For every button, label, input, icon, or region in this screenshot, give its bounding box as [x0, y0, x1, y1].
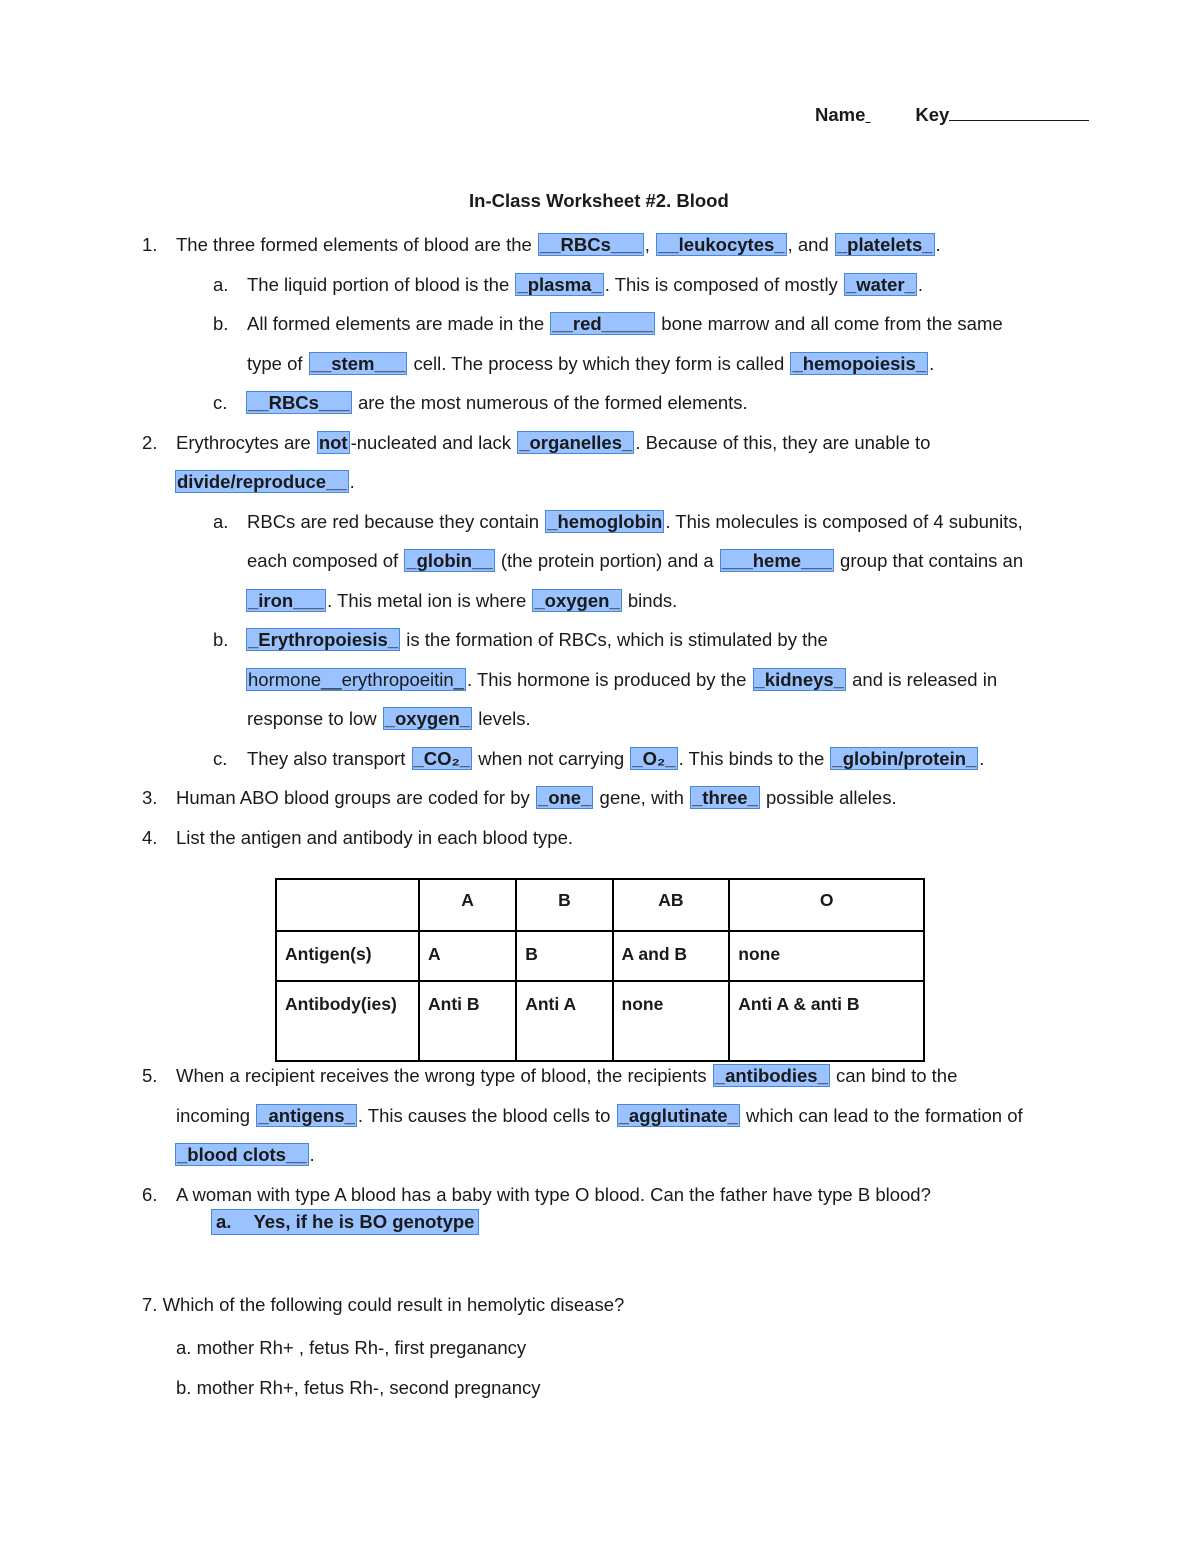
- q2b-line-3: response to low _oxygen_ levels.: [247, 708, 531, 729]
- q4-number: 4.: [142, 827, 158, 848]
- answer-divide-reproduce: divide/reproduce__: [177, 471, 347, 492]
- answer-hormone-erythropoeitin: hormone__erythropoeitin_: [248, 669, 464, 690]
- q7-option-b: b. mother Rh+, fetus Rh-, second pregnancy: [176, 1377, 541, 1398]
- answer-globin-protein: _globin/protein_: [832, 748, 977, 769]
- answer-three: _three_: [692, 787, 758, 808]
- q2a-line-3: _iron___ . This metal ion is where _oxygen_ binds.: [248, 590, 678, 611]
- q5-line-3: _blood clots__ .: [177, 1144, 315, 1165]
- answer-oxygen-binds: _oxygen_: [534, 590, 620, 611]
- q5-line-1: When a recipient receives the wrong type of blood, the recipients _antibodies_ can bind to the: [176, 1065, 958, 1086]
- q2b-line-2: hormone__erythropoeitin_ . This hormone is produced by the _kidneys_ and is released in: [248, 669, 998, 690]
- table-cell: Anti A: [516, 981, 612, 1061]
- table-header-cell: AB: [613, 879, 730, 931]
- q2a-line-1: RBCs are red because they contain _hemoglobin . This molecules is composed of 4 subunits,: [247, 511, 1023, 532]
- table-row: [276, 931, 924, 981]
- answer-blood-clots: _blood clots__: [177, 1144, 307, 1165]
- answer-rbcs-numerous: __RBCs___: [248, 392, 350, 413]
- answer-agglutinate: _agglutinate_: [618, 1105, 738, 1126]
- q1c-letter: c.: [213, 392, 228, 413]
- table-cell: none: [613, 981, 730, 1061]
- answer-not: not: [318, 432, 348, 453]
- answer-stem: __stem___: [310, 353, 406, 374]
- answer-leukocytes: __leukocytes_: [658, 234, 785, 255]
- q2b-line-1: _Erythropoiesis_ is the formation of RBCs, which is stimulated by the: [248, 629, 828, 650]
- table-cell: A: [419, 931, 516, 981]
- table-cell: Anti A & anti B: [729, 981, 924, 1061]
- q1b-letter: b.: [213, 313, 229, 334]
- q1-number: 1.: [142, 234, 158, 255]
- table-row: [276, 981, 924, 1061]
- q1a-letter: a.: [213, 274, 229, 295]
- q7-option-a: a. mother Rh+ , fetus Rh-, first preganancy: [176, 1337, 527, 1358]
- answer-red: __red_____: [552, 313, 654, 334]
- q2a-line-2: each composed of _globin__ (the protein portion) and a ___heme___ group that contains an: [247, 550, 1024, 571]
- table-cell: none: [729, 931, 924, 981]
- answer-antigens: _antigens_: [258, 1105, 355, 1126]
- table-cell: Anti B: [419, 981, 516, 1061]
- table-header-cell: B: [516, 879, 612, 931]
- q2-line-2: divide/reproduce__ .: [177, 471, 355, 492]
- answer-hemopoiesis: _hemopoiesis_: [792, 353, 927, 374]
- table-header-cell: [276, 879, 419, 931]
- answer-yes-bo-genotype: a. Yes, if he is BO genotype: [211, 1209, 479, 1235]
- answer-oxygen-levels: _oxygen_: [384, 708, 471, 729]
- answer-water: _water_: [845, 274, 915, 295]
- answer-organelles: _organelles_: [519, 432, 633, 453]
- table-cell: Antigen(s): [276, 931, 419, 981]
- table-header-row: [276, 879, 924, 931]
- answer-erythropoiesis: _Erythropoiesis_: [248, 629, 399, 650]
- q5-number: 5.: [142, 1065, 158, 1086]
- answer-globin: _globin__: [406, 550, 493, 571]
- answer-one: _one_: [537, 787, 592, 808]
- q7-line: 7. Which of the following could result in hemolytic disease?: [142, 1294, 625, 1315]
- table-cell: Antibody(ies): [276, 981, 419, 1061]
- table-cell: A and B: [613, 931, 730, 981]
- q2-line-1: Erythrocytes are not -nucleated and lack _organelles_ . Because of this, they are unable to: [176, 432, 931, 453]
- q1b-line-2: type of __stem___ cell. The process by which they form is called _hemopoiesis_ .: [247, 353, 935, 374]
- blood-type-table: [275, 878, 925, 1062]
- q5-line-2: incoming _antigens_ . This causes the blood cells to _agglutinate_ which can lead to the formation of: [176, 1105, 1023, 1126]
- answer-hemoglobin: _hemoglobin: [547, 511, 663, 532]
- answer-platelets: _platelets_: [836, 234, 933, 255]
- q1c-line: __RBCs___ are the most numerous of the formed elements.: [248, 392, 748, 413]
- table-cell: B: [516, 931, 612, 981]
- q4-line: List the antigen and antibody in each blood type.: [176, 827, 574, 848]
- page-title: In-Class Worksheet #2. Blood: [469, 190, 729, 211]
- answer-plasma: _plasma_: [517, 274, 602, 295]
- q2b-letter: b.: [213, 629, 229, 650]
- q2-number: 2.: [142, 432, 158, 453]
- q1b-line-1: All formed elements are made in the __red_____ bone marrow and all come from the same: [247, 313, 1003, 334]
- answer-rbcs: __RBCs___: [539, 234, 642, 255]
- q1-line: The three formed elements of blood are the __RBCs___ , __leukocytes_ , and _platelets_ .: [176, 234, 941, 255]
- answer-kidneys: _kidneys_: [754, 669, 844, 690]
- q2c-line: They also transport _CO₂_ when not carrying _O₂_ . This binds to the _globin/protein_ .: [247, 748, 985, 769]
- answer-co2: _CO₂_: [413, 748, 471, 769]
- q2a-letter: a.: [213, 511, 229, 532]
- q6-number: 6.: [142, 1184, 158, 1205]
- q1a-line: The liquid portion of blood is the _plasma_ . This is composed of mostly _water_ .: [247, 274, 923, 295]
- name-value: Key: [915, 104, 950, 125]
- q3-number: 3.: [142, 787, 158, 808]
- answer-heme: ___heme___: [721, 550, 832, 571]
- q2c-letter: c.: [213, 748, 228, 769]
- name-line: [815, 102, 1089, 127]
- q3-line: Human ABO blood groups are coded for by _one_ gene, with _three_ possible alleles.: [176, 787, 897, 808]
- q6-answer: [210, 1209, 480, 1235]
- q6-line: A woman with type A blood has a baby with type O blood. Can the father have type B blood?: [176, 1184, 931, 1205]
- answer-o2: _O₂_: [632, 748, 676, 769]
- name-label: Name: [815, 104, 866, 125]
- answer-antibodies: _antibodies_: [714, 1065, 828, 1086]
- table-header-cell: O: [729, 879, 924, 931]
- answer-iron: _iron___: [248, 590, 325, 611]
- table-header-cell: A: [419, 879, 516, 931]
